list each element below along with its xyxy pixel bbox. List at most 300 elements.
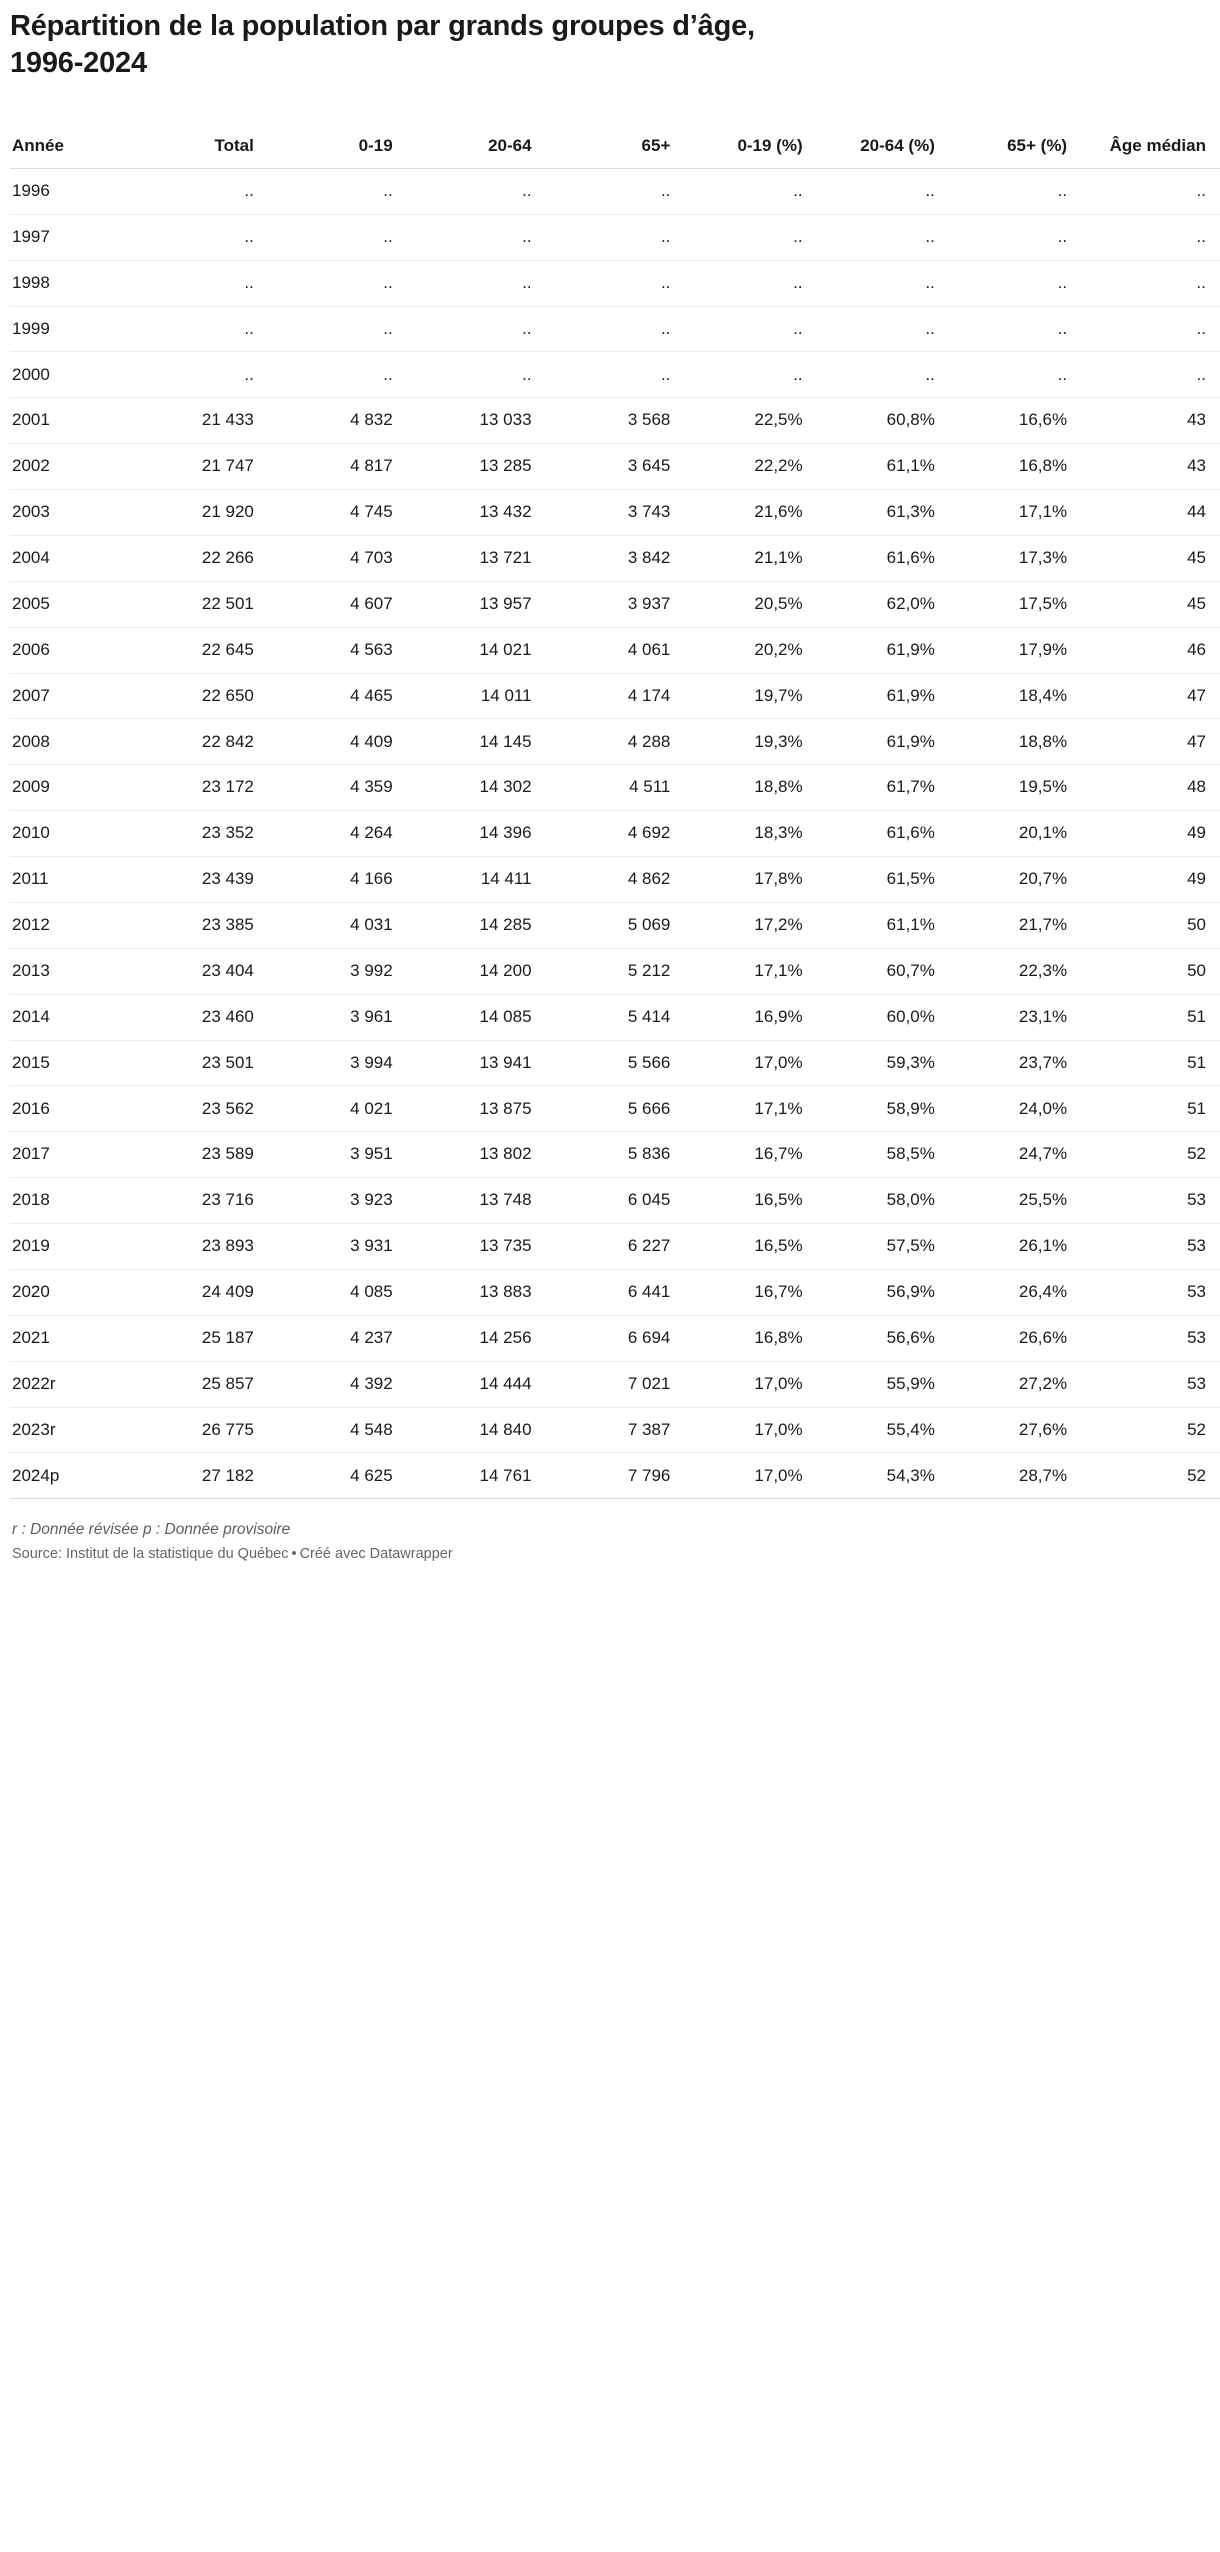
cell-year: 2014	[10, 994, 129, 1040]
cell-medi: 50	[1081, 948, 1220, 994]
cell-g019: 4 166	[268, 857, 407, 903]
table-row	[10, 260, 1220, 306]
cell-p2064: 61,5%	[817, 857, 949, 903]
cell-p65: 18,8%	[949, 719, 1081, 765]
cell-p019: 17,1%	[684, 1086, 816, 1132]
cell-p019: 17,1%	[684, 948, 816, 994]
table-row	[10, 948, 1220, 994]
cell-p019: 17,0%	[684, 1040, 816, 1086]
cell-year: 2009	[10, 765, 129, 811]
cell-year: 2011	[10, 857, 129, 903]
cell-g2064: 13 721	[407, 535, 546, 581]
cell-g019: 4 392	[268, 1361, 407, 1407]
cell-p65: 23,1%	[949, 994, 1081, 1040]
cell-medi: 52	[1081, 1453, 1220, 1499]
cell-medi: 53	[1081, 1178, 1220, 1224]
column-header-age-median[interactable]: Âge médian	[1081, 136, 1220, 168]
table-row	[10, 1361, 1220, 1407]
cell-total: 21 920	[129, 490, 268, 536]
cell-total: ..	[129, 168, 268, 214]
cell-medi: 49	[1081, 857, 1220, 903]
cell-total: 23 501	[129, 1040, 268, 1086]
table-row	[10, 168, 1220, 214]
cell-p019: 22,5%	[684, 398, 816, 444]
cell-medi: 51	[1081, 1040, 1220, 1086]
cell-p65: ..	[949, 352, 1081, 398]
cell-p65: 28,7%	[949, 1453, 1081, 1499]
cell-g019: 3 951	[268, 1132, 407, 1178]
table-row	[10, 1269, 1220, 1315]
cell-g2064: 14 285	[407, 902, 546, 948]
cell-g019: 4 607	[268, 581, 407, 627]
column-header-20-64-pct[interactable]: 20-64 (%)	[817, 136, 949, 168]
cell-p019: 17,8%	[684, 857, 816, 903]
cell-p019: 18,8%	[684, 765, 816, 811]
cell-total: 23 404	[129, 948, 268, 994]
cell-g65: 4 174	[546, 673, 685, 719]
cell-total: 23 562	[129, 1086, 268, 1132]
cell-total: 23 439	[129, 857, 268, 903]
table-row	[10, 1453, 1220, 1499]
cell-g2064: 14 085	[407, 994, 546, 1040]
cell-g65: 5 566	[546, 1040, 685, 1086]
cell-p019: 16,8%	[684, 1315, 816, 1361]
table-row	[10, 352, 1220, 398]
cell-medi: 47	[1081, 719, 1220, 765]
cell-g019: 4 703	[268, 535, 407, 581]
cell-total: ..	[129, 260, 268, 306]
table-row	[10, 627, 1220, 673]
cell-p019: 17,0%	[684, 1407, 816, 1453]
cell-p65: 17,3%	[949, 535, 1081, 581]
table-row	[10, 719, 1220, 765]
cell-p019: ..	[684, 306, 816, 352]
cell-g019: ..	[268, 214, 407, 260]
cell-p65: 22,3%	[949, 948, 1081, 994]
cell-medi: ..	[1081, 260, 1220, 306]
cell-g65: ..	[546, 214, 685, 260]
cell-year: 1996	[10, 168, 129, 214]
column-header-annee[interactable]: Année	[10, 136, 129, 168]
column-header-65plus-pct[interactable]: 65+ (%)	[949, 136, 1081, 168]
cell-p2064: 61,1%	[817, 902, 949, 948]
cell-p2064: 58,0%	[817, 1178, 949, 1224]
cell-p2064: 61,9%	[817, 673, 949, 719]
cell-medi: 53	[1081, 1224, 1220, 1270]
cell-g019: ..	[268, 306, 407, 352]
table-row	[10, 306, 1220, 352]
cell-medi: 45	[1081, 581, 1220, 627]
cell-medi: 53	[1081, 1315, 1220, 1361]
cell-g019: 4 237	[268, 1315, 407, 1361]
cell-g019: 3 992	[268, 948, 407, 994]
cell-p65: ..	[949, 306, 1081, 352]
credit-label: Créé avec Datawrapper	[299, 1546, 453, 1563]
cell-p65: 27,6%	[949, 1407, 1081, 1453]
cell-year: 2002	[10, 444, 129, 490]
cell-p65: 26,4%	[949, 1269, 1081, 1315]
table-row	[10, 444, 1220, 490]
cell-year: 2010	[10, 811, 129, 857]
cell-p65: 24,0%	[949, 1086, 1081, 1132]
cell-p65: 23,7%	[949, 1040, 1081, 1086]
cell-g2064: 14 840	[407, 1407, 546, 1453]
cell-p019: 20,5%	[684, 581, 816, 627]
cell-g65: ..	[546, 168, 685, 214]
cell-p2064: 60,0%	[817, 994, 949, 1040]
cell-g019: 4 465	[268, 673, 407, 719]
cell-g65: 7 796	[546, 1453, 685, 1499]
cell-g65: 5 414	[546, 994, 685, 1040]
table-row	[10, 857, 1220, 903]
cell-year: 2003	[10, 490, 129, 536]
cell-medi: ..	[1081, 168, 1220, 214]
cell-year: 1997	[10, 214, 129, 260]
cell-p019: 21,1%	[684, 535, 816, 581]
cell-year: 2000	[10, 352, 129, 398]
cell-g019: 3 961	[268, 994, 407, 1040]
source-line	[12, 1546, 1220, 1562]
cell-year: 2012	[10, 902, 129, 948]
cell-g65: 5 666	[546, 1086, 685, 1132]
source-label: Source: Institut de la statistique du Québec	[12, 1546, 289, 1563]
cell-year: 2024p	[10, 1453, 129, 1499]
cell-g65: 7 387	[546, 1407, 685, 1453]
cell-p2064: 58,9%	[817, 1086, 949, 1132]
cell-g019: 4 817	[268, 444, 407, 490]
cell-p019: 16,5%	[684, 1178, 816, 1224]
cell-p2064: 60,8%	[817, 398, 949, 444]
cell-year: 2019	[10, 1224, 129, 1270]
cell-g65: 6 694	[546, 1315, 685, 1361]
cell-total: 23 716	[129, 1178, 268, 1224]
cell-year: 2001	[10, 398, 129, 444]
cell-p2064: 61,3%	[817, 490, 949, 536]
cell-year: 2005	[10, 581, 129, 627]
cell-g2064: 14 411	[407, 857, 546, 903]
cell-p65: 18,4%	[949, 673, 1081, 719]
column-header-0-19-pct[interactable]: 0-19 (%)	[684, 136, 816, 168]
cell-g019: ..	[268, 168, 407, 214]
table-row	[10, 902, 1220, 948]
cell-g65: 4 862	[546, 857, 685, 903]
table-row	[10, 994, 1220, 1040]
cell-g019: 4 548	[268, 1407, 407, 1453]
cell-g65: ..	[546, 260, 685, 306]
cell-g2064: ..	[407, 352, 546, 398]
cell-p019: ..	[684, 260, 816, 306]
footnote: r : Donnée révisée p : Donnée provisoire	[12, 1521, 291, 1539]
table-row	[10, 581, 1220, 627]
cell-g2064: 13 285	[407, 444, 546, 490]
cell-total: ..	[129, 214, 268, 260]
cell-g2064: 13 957	[407, 581, 546, 627]
cell-medi: 52	[1081, 1132, 1220, 1178]
cell-p65: 25,5%	[949, 1178, 1081, 1224]
cell-year: 2004	[10, 535, 129, 581]
cell-p019: 16,7%	[684, 1132, 816, 1178]
cell-total: 26 775	[129, 1407, 268, 1453]
cell-g65: 3 743	[546, 490, 685, 536]
cell-p019: 16,9%	[684, 994, 816, 1040]
cell-medi: 44	[1081, 490, 1220, 536]
cell-g65: 6 441	[546, 1269, 685, 1315]
cell-p65: 20,7%	[949, 857, 1081, 903]
cell-p2064: 56,6%	[817, 1315, 949, 1361]
cell-g2064: 14 011	[407, 673, 546, 719]
cell-year: 1998	[10, 260, 129, 306]
cell-medi: 45	[1081, 535, 1220, 581]
cell-p019: 16,7%	[684, 1269, 816, 1315]
cell-medi: 43	[1081, 398, 1220, 444]
cell-medi: 50	[1081, 902, 1220, 948]
table-row	[10, 1178, 1220, 1224]
cell-p2064: 61,1%	[817, 444, 949, 490]
cell-g019: 4 625	[268, 1453, 407, 1499]
cell-g019: 4 264	[268, 811, 407, 857]
cell-g65: 3 842	[546, 535, 685, 581]
cell-p019: 20,2%	[684, 627, 816, 673]
cell-year: 2007	[10, 673, 129, 719]
column-header-65plus[interactable]: 65+	[546, 136, 685, 168]
cell-medi: ..	[1081, 214, 1220, 260]
cell-g65: ..	[546, 306, 685, 352]
cell-g2064: 14 145	[407, 719, 546, 765]
cell-medi: ..	[1081, 306, 1220, 352]
population-table	[10, 136, 1220, 1499]
cell-g2064: 14 256	[407, 1315, 546, 1361]
cell-g65: 6 227	[546, 1224, 685, 1270]
cell-g2064: 13 432	[407, 490, 546, 536]
cell-p2064: 61,9%	[817, 719, 949, 765]
table-row	[10, 673, 1220, 719]
table-row	[10, 811, 1220, 857]
cell-p65: 21,7%	[949, 902, 1081, 948]
cell-g019: 4 409	[268, 719, 407, 765]
table-row	[10, 1132, 1220, 1178]
cell-g2064: 14 761	[407, 1453, 546, 1499]
cell-year: 2022r	[10, 1361, 129, 1407]
cell-p65: ..	[949, 260, 1081, 306]
cell-p65: 17,9%	[949, 627, 1081, 673]
cell-g2064: 13 883	[407, 1269, 546, 1315]
cell-year: 2023r	[10, 1407, 129, 1453]
cell-year: 2016	[10, 1086, 129, 1132]
footer	[10, 1521, 1220, 1580]
table-row	[10, 398, 1220, 444]
cell-year: 2015	[10, 1040, 129, 1086]
cell-g65: 5 836	[546, 1132, 685, 1178]
table-row	[10, 1315, 1220, 1361]
cell-g2064: ..	[407, 214, 546, 260]
cell-g65: 4 288	[546, 719, 685, 765]
cell-p2064: 56,9%	[817, 1269, 949, 1315]
cell-g65: 4 511	[546, 765, 685, 811]
cell-g019: ..	[268, 260, 407, 306]
cell-total: 24 409	[129, 1269, 268, 1315]
cell-g2064: ..	[407, 306, 546, 352]
cell-g2064: 13 941	[407, 1040, 546, 1086]
cell-medi: 53	[1081, 1269, 1220, 1315]
table-row	[10, 214, 1220, 260]
cell-medi: 53	[1081, 1361, 1220, 1407]
cell-total: 25 857	[129, 1361, 268, 1407]
cell-p019: 22,2%	[684, 444, 816, 490]
cell-p019: 21,6%	[684, 490, 816, 536]
cell-p65: 24,7%	[949, 1132, 1081, 1178]
cell-medi: 43	[1081, 444, 1220, 490]
cell-total: 23 893	[129, 1224, 268, 1270]
cell-g2064: 13 802	[407, 1132, 546, 1178]
cell-p2064: 62,0%	[817, 581, 949, 627]
cell-total: ..	[129, 352, 268, 398]
cell-p65: 17,1%	[949, 490, 1081, 536]
cell-medi: 48	[1081, 765, 1220, 811]
cell-total: 21 433	[129, 398, 268, 444]
cell-p2064: 55,9%	[817, 1361, 949, 1407]
cell-p2064: 54,3%	[817, 1453, 949, 1499]
cell-p2064: 58,5%	[817, 1132, 949, 1178]
table-header	[10, 136, 1220, 168]
cell-g2064: 14 200	[407, 948, 546, 994]
cell-medi: 47	[1081, 673, 1220, 719]
cell-g65: 7 021	[546, 1361, 685, 1407]
cell-g2064: 13 033	[407, 398, 546, 444]
cell-g2064: 14 444	[407, 1361, 546, 1407]
cell-g65: 5 069	[546, 902, 685, 948]
table-row	[10, 1040, 1220, 1086]
cell-g2064: 14 021	[407, 627, 546, 673]
cell-p2064: 61,6%	[817, 811, 949, 857]
cell-p019: ..	[684, 352, 816, 398]
cell-p2064: ..	[817, 260, 949, 306]
table-row	[10, 765, 1220, 811]
cell-year: 2017	[10, 1132, 129, 1178]
cell-p65: 20,1%	[949, 811, 1081, 857]
cell-p2064: ..	[817, 352, 949, 398]
cell-year: 2018	[10, 1178, 129, 1224]
table-row	[10, 535, 1220, 581]
cell-p65: 17,5%	[949, 581, 1081, 627]
cell-g65: 3 937	[546, 581, 685, 627]
cell-p65: 19,5%	[949, 765, 1081, 811]
cell-p2064: 61,9%	[817, 627, 949, 673]
cell-p2064: 59,3%	[817, 1040, 949, 1086]
cell-p65: ..	[949, 214, 1081, 260]
cell-g019: 4 359	[268, 765, 407, 811]
cell-total: 23 172	[129, 765, 268, 811]
cell-g019: 4 563	[268, 627, 407, 673]
cell-g019: 4 031	[268, 902, 407, 948]
column-header-total[interactable]: Total	[129, 136, 268, 168]
cell-g019: 4 085	[268, 1269, 407, 1315]
cell-p2064: 55,4%	[817, 1407, 949, 1453]
table-body	[10, 168, 1220, 1498]
table-row	[10, 490, 1220, 536]
cell-total: 23 589	[129, 1132, 268, 1178]
page-title: Répartition de la population par grands groupes d’âge, 1996-2024	[10, 10, 755, 80]
cell-year: 2006	[10, 627, 129, 673]
cell-g2064: 13 748	[407, 1178, 546, 1224]
table-header-row	[10, 136, 1220, 168]
cell-p2064: 61,7%	[817, 765, 949, 811]
cell-year: 2021	[10, 1315, 129, 1361]
table-row	[10, 1086, 1220, 1132]
cell-g65: 6 045	[546, 1178, 685, 1224]
cell-medi: 51	[1081, 1086, 1220, 1132]
cell-medi: 51	[1081, 994, 1220, 1040]
cell-total: 21 747	[129, 444, 268, 490]
cell-g65: 4 692	[546, 811, 685, 857]
cell-year: 2008	[10, 719, 129, 765]
cell-g2064: 13 735	[407, 1224, 546, 1270]
cell-p65: 27,2%	[949, 1361, 1081, 1407]
source-separator: •	[291, 1546, 297, 1563]
cell-g019: 3 994	[268, 1040, 407, 1086]
cell-g019: 3 931	[268, 1224, 407, 1270]
cell-total: 22 266	[129, 535, 268, 581]
cell-total: 23 460	[129, 994, 268, 1040]
column-header-0-19[interactable]: 0-19	[268, 136, 407, 168]
cell-g2064: ..	[407, 260, 546, 306]
cell-total: 27 182	[129, 1453, 268, 1499]
cell-p019: 18,3%	[684, 811, 816, 857]
cell-g019: 4 745	[268, 490, 407, 536]
cell-g2064: 14 302	[407, 765, 546, 811]
cell-g2064: 13 875	[407, 1086, 546, 1132]
cell-p019: ..	[684, 214, 816, 260]
cell-p2064: 60,7%	[817, 948, 949, 994]
cell-g65: 3 645	[546, 444, 685, 490]
table-row	[10, 1224, 1220, 1270]
cell-total: 22 650	[129, 673, 268, 719]
cell-p019: 19,7%	[684, 673, 816, 719]
cell-p019: 19,3%	[684, 719, 816, 765]
cell-medi: 46	[1081, 627, 1220, 673]
cell-year: 2013	[10, 948, 129, 994]
column-header-20-64[interactable]: 20-64	[407, 136, 546, 168]
cell-p019: 17,0%	[684, 1453, 816, 1499]
cell-g019: 3 923	[268, 1178, 407, 1224]
cell-p019: 17,2%	[684, 902, 816, 948]
cell-g019: 4 021	[268, 1086, 407, 1132]
cell-p019: 16,5%	[684, 1224, 816, 1270]
cell-p65: 16,6%	[949, 398, 1081, 444]
cell-medi: 49	[1081, 811, 1220, 857]
cell-total: 23 352	[129, 811, 268, 857]
cell-total: 22 842	[129, 719, 268, 765]
cell-g2064: ..	[407, 168, 546, 214]
cell-p019: 17,0%	[684, 1361, 816, 1407]
cell-total: 23 385	[129, 902, 268, 948]
cell-g65: ..	[546, 352, 685, 398]
cell-p2064: ..	[817, 306, 949, 352]
cell-medi: 52	[1081, 1407, 1220, 1453]
cell-total: 22 645	[129, 627, 268, 673]
cell-g019: ..	[268, 352, 407, 398]
cell-g65: 5 212	[546, 948, 685, 994]
cell-p2064: 57,5%	[817, 1224, 949, 1270]
cell-year: 1999	[10, 306, 129, 352]
cell-g65: 3 568	[546, 398, 685, 444]
cell-g65: 4 061	[546, 627, 685, 673]
cell-total: 22 501	[129, 581, 268, 627]
cell-g019: 4 832	[268, 398, 407, 444]
cell-p2064: ..	[817, 168, 949, 214]
cell-p65: 26,1%	[949, 1224, 1081, 1270]
cell-p65: 26,6%	[949, 1315, 1081, 1361]
cell-p2064: 61,6%	[817, 535, 949, 581]
